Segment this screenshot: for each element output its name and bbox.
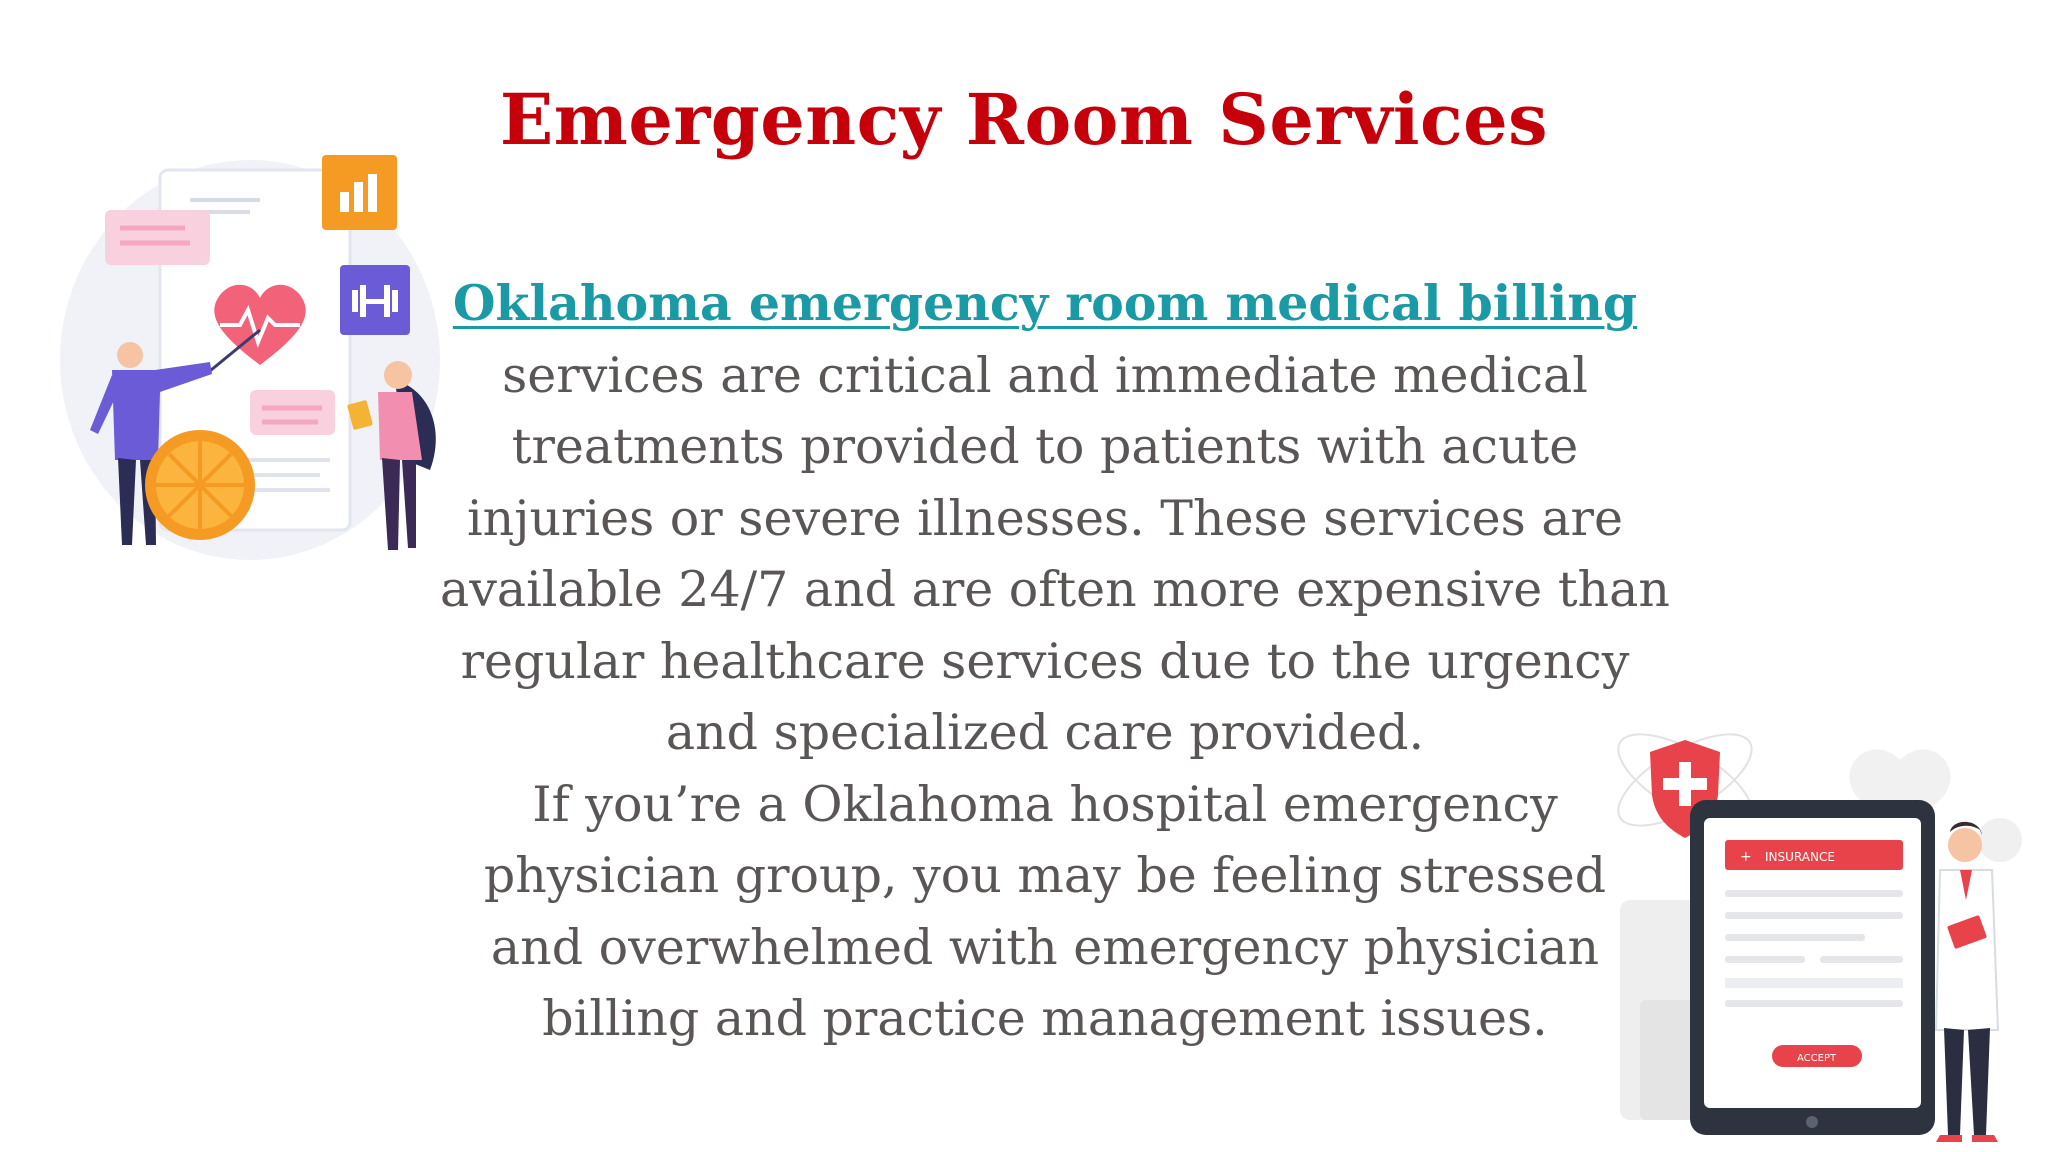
body-line: physician group, you may be feeling stressed (483, 847, 1607, 904)
healthcare-illustration-left (60, 130, 460, 570)
body-line: billing and practice management issues. (542, 990, 1548, 1047)
body-line: and overwhelmed with emergency physician (490, 918, 1600, 976)
svg-text:+: + (1740, 849, 1752, 865)
page-title: Emergency Room Services (499, 78, 1549, 161)
body-line: If you’re a Oklahoma hospital emergency (532, 775, 1558, 833)
body-line: injuries or severe illnesses. These services are (467, 489, 1623, 547)
body-line: and specialized care provided. (665, 704, 1425, 761)
chat-bubble-icon (250, 390, 335, 435)
body-line: regular healthcare services due to the urgency (460, 632, 1630, 690)
man-figure (117, 342, 143, 368)
insurance-illustration-right (1600, 700, 2040, 1150)
body-paragraph (440, 268, 1670, 1055)
insurance-label: INSURANCE (1765, 850, 1835, 864)
body-line: available 24/7 and are often more expensive than (440, 561, 1670, 618)
oklahoma-er-billing-link[interactable]: Oklahoma emergency room medical billing (452, 274, 1638, 332)
body-line: services are critical and immediate medical (502, 346, 1588, 404)
accept-label: ACCEPT (1797, 1053, 1837, 1064)
doctor-figure (1948, 828, 1982, 862)
chat-bubble-icon (105, 210, 210, 265)
body-line: treatments provided to patients with acute (511, 418, 1579, 475)
